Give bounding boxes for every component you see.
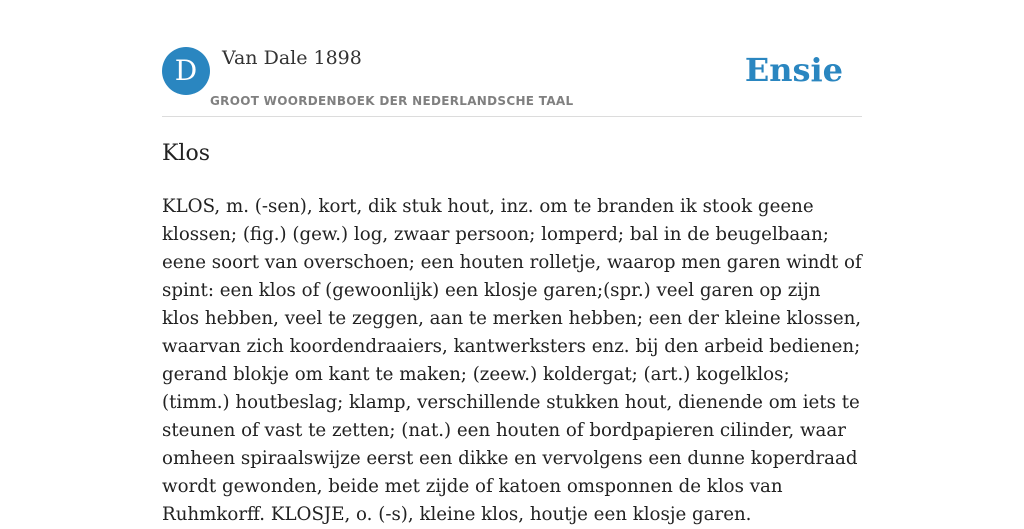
source-title-link[interactable]: Van Dale 1898: [222, 47, 362, 69]
source-subtitle: GROOT WOORDENBOEK DER NEDERLANDSCHE TAAL: [210, 94, 574, 108]
entry-title: Klos: [162, 141, 211, 166]
source-header: [162, 46, 862, 117]
ensie-logo-link[interactable]: Ensie: [744, 51, 843, 89]
source-avatar[interactable]: D: [162, 47, 210, 95]
entry-definition: KLOS, m. (-sen), kort, dik stuk hout, inz. om te branden ik stook geene klossen; (fig.) (gew.) log, zwaar persoon; lomperd; bal in de beugelbaan; eene soort van overschoen; een houten rolletje, waarop men garen windt of spint: een klos of (gewoonlijk) een klosje garen;(spr.) veel garen op zijn klos hebben, veel te zeggen, aan te merken hebben; een der kleine klossen, waarvan zich koordendraaiers, kantwerksters enz. bij den arbeid bedienen; gerand blokje om kant te maken; (zeew.) koldergat; (art.) kogelklos; (timm.) houtbeslag; klamp, verschillende stukken hout, dienende om iets te steunen of vast te zetten; (nat.) een houten of bordpapieren cilinder, waar omheen spiraalswijze eerst een dikke en vervolgens een dunne koperdraad wordt gewonden, beide met zijde of katoen omsponnen de klos van Ruhmkorff. KLOSJE, o. (-s), kleine klos, houtje een klosje garen.: [162, 196, 862, 525]
